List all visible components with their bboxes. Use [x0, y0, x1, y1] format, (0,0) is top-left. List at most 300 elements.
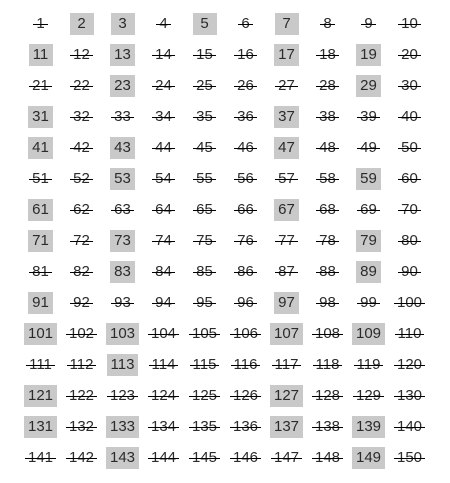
number-label: 115 [193, 354, 217, 376]
highlighted-number-cell [102, 163, 143, 194]
highlighted-number-cell [348, 411, 389, 442]
crossed-out-number-cell [143, 256, 184, 287]
number-label: 73 [110, 230, 135, 252]
crossed-out-number-cell [61, 225, 102, 256]
crossed-out-number-cell [61, 256, 102, 287]
crossed-out-number-cell [307, 70, 348, 101]
highlighted-number-cell [20, 194, 61, 225]
highlighted-number-cell [20, 380, 61, 411]
number-label: 62 [73, 199, 90, 221]
crossed-out-number-cell [143, 163, 184, 194]
number-label: 144 [151, 447, 176, 469]
number-label: 145 [192, 447, 217, 469]
crossed-out-number-cell [266, 225, 307, 256]
number-label: 55 [196, 168, 213, 190]
crossed-out-number-cell [61, 101, 102, 132]
crossed-out-number-cell [225, 39, 266, 70]
number-label: 57 [278, 168, 295, 190]
crossed-out-number-cell [225, 380, 266, 411]
crossed-out-number-cell [348, 349, 389, 380]
crossed-out-number-cell [307, 411, 348, 442]
crossed-out-number-cell [307, 101, 348, 132]
number-label: 2 [70, 13, 94, 35]
highlighted-number-cell [266, 287, 307, 318]
number-label: 10 [401, 13, 418, 35]
number-label: 41 [28, 137, 53, 159]
highlighted-number-cell [20, 411, 61, 442]
number-label: 24 [155, 75, 172, 97]
number-label: 27 [278, 75, 295, 97]
number-label: 16 [237, 44, 254, 66]
number-label: 52 [73, 168, 90, 190]
crossed-out-number-cell [348, 287, 389, 318]
number-label: 9 [364, 13, 372, 35]
highlighted-number-cell [348, 225, 389, 256]
number-label: 70 [401, 199, 418, 221]
number-label: 78 [319, 230, 336, 252]
number-label: 17 [274, 44, 299, 66]
crossed-out-number-cell [225, 225, 266, 256]
crossed-out-number-cell [143, 225, 184, 256]
crossed-out-number-cell [225, 163, 266, 194]
crossed-out-number-cell [102, 380, 143, 411]
number-label: 142 [69, 447, 94, 469]
number-label: 121 [24, 385, 57, 407]
highlighted-number-cell [266, 194, 307, 225]
crossed-out-number-cell [348, 132, 389, 163]
number-label: 80 [401, 230, 418, 252]
crossed-out-number-cell [389, 411, 430, 442]
highlighted-number-cell [102, 411, 143, 442]
highlighted-number-cell [102, 318, 143, 349]
number-label: 65 [196, 199, 213, 221]
crossed-out-number-cell [307, 287, 348, 318]
number-label: 39 [360, 106, 377, 128]
number-label: 113 [107, 354, 139, 376]
number-label: 117 [275, 354, 299, 376]
number-label: 138 [315, 416, 340, 438]
crossed-out-number-cell [225, 349, 266, 380]
highlighted-number-cell [61, 8, 102, 39]
number-label: 76 [237, 230, 254, 252]
number-label: 44 [155, 137, 172, 159]
number-label: 33 [114, 106, 131, 128]
number-label: 109 [352, 323, 385, 345]
number-label: 108 [315, 323, 340, 345]
highlighted-number-cell [20, 101, 61, 132]
number-label: 6 [241, 13, 249, 35]
crossed-out-number-cell [20, 163, 61, 194]
number-label: 97 [274, 292, 299, 314]
crossed-out-number-cell [143, 132, 184, 163]
number-label: 107 [270, 323, 303, 345]
number-label: 37 [274, 106, 299, 128]
number-label: 88 [319, 261, 336, 283]
number-label: 30 [401, 75, 418, 97]
crossed-out-number-cell [61, 318, 102, 349]
crossed-out-number-cell [20, 442, 61, 473]
grid-row [20, 411, 430, 442]
number-label: 100 [397, 292, 422, 314]
crossed-out-number-cell [61, 132, 102, 163]
number-label: 137 [270, 416, 303, 438]
number-label: 147 [274, 447, 299, 469]
highlighted-number-cell [184, 8, 225, 39]
number-label: 22 [73, 75, 90, 97]
number-label: 124 [151, 385, 176, 407]
highlighted-number-cell [266, 132, 307, 163]
crossed-out-number-cell [184, 287, 225, 318]
number-label: 50 [401, 137, 418, 159]
crossed-out-number-cell [61, 287, 102, 318]
grid-row [20, 132, 430, 163]
number-label: 136 [233, 416, 258, 438]
grid-row [20, 349, 430, 380]
number-label: 38 [319, 106, 336, 128]
grid-row [20, 256, 430, 287]
number-label: 59 [356, 168, 381, 190]
number-label: 64 [155, 199, 172, 221]
number-label: 102 [69, 323, 94, 345]
crossed-out-number-cell [389, 318, 430, 349]
grid-row [20, 39, 430, 70]
crossed-out-number-cell [348, 8, 389, 39]
number-label: 118 [316, 354, 340, 376]
number-label: 66 [237, 199, 254, 221]
crossed-out-number-cell [143, 39, 184, 70]
crossed-out-number-cell [102, 287, 143, 318]
number-label: 12 [73, 44, 90, 66]
highlighted-number-cell [348, 256, 389, 287]
number-grid [20, 8, 430, 473]
crossed-out-number-cell [143, 8, 184, 39]
crossed-out-number-cell [266, 256, 307, 287]
grid-row [20, 380, 430, 411]
crossed-out-number-cell [307, 256, 348, 287]
crossed-out-number-cell [61, 411, 102, 442]
number-label: 101 [24, 323, 57, 345]
number-label: 47 [274, 137, 299, 159]
crossed-out-number-cell [225, 411, 266, 442]
number-label: 11 [29, 44, 53, 66]
crossed-out-number-cell [184, 318, 225, 349]
number-label: 111 [29, 354, 52, 376]
crossed-out-number-cell [389, 101, 430, 132]
crossed-out-number-cell [389, 256, 430, 287]
crossed-out-number-cell [225, 8, 266, 39]
grid-row [20, 318, 430, 349]
number-label: 43 [110, 137, 135, 159]
number-label: 82 [73, 261, 90, 283]
number-label: 25 [196, 75, 213, 97]
crossed-out-number-cell [61, 39, 102, 70]
crossed-out-number-cell [20, 70, 61, 101]
number-label: 48 [319, 137, 336, 159]
number-label: 112 [70, 354, 94, 376]
number-label: 133 [106, 416, 139, 438]
number-label: 148 [315, 447, 340, 469]
highlighted-number-cell [102, 442, 143, 473]
number-label: 122 [69, 385, 94, 407]
highlighted-number-cell [266, 318, 307, 349]
highlighted-number-cell [266, 101, 307, 132]
highlighted-number-cell [102, 132, 143, 163]
crossed-out-number-cell [389, 225, 430, 256]
crossed-out-number-cell [307, 163, 348, 194]
grid-row [20, 163, 430, 194]
crossed-out-number-cell [225, 287, 266, 318]
number-label: 7 [275, 13, 299, 35]
number-label: 19 [356, 44, 381, 66]
number-label: 131 [24, 416, 57, 438]
number-label: 4 [159, 13, 167, 35]
crossed-out-number-cell [143, 194, 184, 225]
crossed-out-number-cell [184, 442, 225, 473]
number-label: 40 [401, 106, 418, 128]
crossed-out-number-cell [225, 194, 266, 225]
grid-row [20, 70, 430, 101]
crossed-out-number-cell [184, 256, 225, 287]
number-label: 31 [28, 106, 53, 128]
number-label: 120 [397, 354, 422, 376]
number-label: 32 [73, 106, 90, 128]
number-label: 143 [106, 447, 139, 469]
crossed-out-number-cell [348, 380, 389, 411]
number-label: 96 [237, 292, 254, 314]
number-label: 28 [319, 75, 336, 97]
highlighted-number-cell [20, 318, 61, 349]
highlighted-number-cell [266, 411, 307, 442]
number-label: 26 [237, 75, 254, 97]
number-label: 93 [114, 292, 131, 314]
number-label: 85 [196, 261, 213, 283]
grid-row [20, 442, 430, 473]
number-label: 29 [356, 75, 381, 97]
crossed-out-number-cell [389, 163, 430, 194]
crossed-out-number-cell [20, 349, 61, 380]
number-label: 36 [237, 106, 254, 128]
crossed-out-number-cell [225, 101, 266, 132]
crossed-out-number-cell [389, 349, 430, 380]
crossed-out-number-cell [307, 39, 348, 70]
number-label: 53 [110, 168, 135, 190]
crossed-out-number-cell [61, 194, 102, 225]
number-label: 72 [73, 230, 90, 252]
number-label: 104 [151, 323, 176, 345]
highlighted-number-cell [102, 349, 143, 380]
number-label: 18 [319, 44, 336, 66]
number-label: 87 [278, 261, 295, 283]
crossed-out-number-cell [307, 194, 348, 225]
number-label: 34 [155, 106, 172, 128]
crossed-out-number-cell [143, 101, 184, 132]
number-label: 94 [155, 292, 172, 314]
number-label: 90 [401, 261, 418, 283]
crossed-out-number-cell [184, 70, 225, 101]
grid-row [20, 225, 430, 256]
number-label: 119 [357, 354, 381, 376]
number-label: 99 [360, 292, 377, 314]
number-label: 146 [233, 447, 258, 469]
crossed-out-number-cell [266, 163, 307, 194]
number-label: 91 [28, 292, 53, 314]
number-label: 45 [196, 137, 213, 159]
crossed-out-number-cell [61, 442, 102, 473]
crossed-out-number-cell [184, 39, 225, 70]
highlighted-number-cell [20, 39, 61, 70]
highlighted-number-cell [348, 163, 389, 194]
number-label: 56 [237, 168, 254, 190]
crossed-out-number-cell [143, 70, 184, 101]
number-label: 35 [196, 106, 213, 128]
crossed-out-number-cell [61, 163, 102, 194]
highlighted-number-cell [348, 70, 389, 101]
number-label: 13 [110, 44, 135, 66]
highlighted-number-cell [20, 287, 61, 318]
crossed-out-number-cell [389, 8, 430, 39]
crossed-out-number-cell [266, 70, 307, 101]
number-label: 49 [360, 137, 377, 159]
number-label: 134 [151, 416, 176, 438]
number-label: 61 [28, 199, 53, 221]
number-label: 128 [315, 385, 340, 407]
crossed-out-number-cell [225, 318, 266, 349]
crossed-out-number-cell [389, 194, 430, 225]
number-label: 21 [32, 75, 49, 97]
number-label: 105 [192, 323, 217, 345]
crossed-out-number-cell [102, 101, 143, 132]
highlighted-number-cell [102, 70, 143, 101]
crossed-out-number-cell [307, 349, 348, 380]
grid-row [20, 194, 430, 225]
crossed-out-number-cell [266, 349, 307, 380]
crossed-out-number-cell [184, 163, 225, 194]
number-label: 77 [278, 230, 295, 252]
number-label: 1 [36, 13, 44, 35]
crossed-out-number-cell [184, 132, 225, 163]
highlighted-number-cell [266, 380, 307, 411]
crossed-out-number-cell [389, 287, 430, 318]
number-label: 89 [356, 261, 381, 283]
crossed-out-number-cell [389, 132, 430, 163]
highlighted-number-cell [20, 225, 61, 256]
number-label: 129 [356, 385, 381, 407]
number-label: 106 [233, 323, 258, 345]
crossed-out-number-cell [143, 349, 184, 380]
number-label: 92 [73, 292, 90, 314]
crossed-out-number-cell [389, 39, 430, 70]
highlighted-number-cell [102, 8, 143, 39]
crossed-out-number-cell [225, 70, 266, 101]
crossed-out-number-cell [348, 194, 389, 225]
number-label: 20 [401, 44, 418, 66]
crossed-out-number-cell [61, 349, 102, 380]
crossed-out-number-cell [143, 411, 184, 442]
crossed-out-number-cell [307, 225, 348, 256]
crossed-out-number-cell [389, 380, 430, 411]
number-label: 83 [110, 261, 135, 283]
crossed-out-number-cell [184, 194, 225, 225]
crossed-out-number-cell [184, 349, 225, 380]
number-label: 103 [106, 323, 139, 345]
number-label: 46 [237, 137, 254, 159]
number-label: 116 [234, 354, 258, 376]
number-label: 3 [111, 13, 135, 35]
crossed-out-number-cell [184, 225, 225, 256]
crossed-out-number-cell [225, 256, 266, 287]
crossed-out-number-cell [184, 411, 225, 442]
number-label: 14 [155, 44, 172, 66]
highlighted-number-cell [20, 132, 61, 163]
number-label: 123 [110, 385, 135, 407]
number-label: 8 [323, 13, 331, 35]
number-label: 135 [192, 416, 217, 438]
crossed-out-number-cell [307, 318, 348, 349]
crossed-out-number-cell [307, 442, 348, 473]
crossed-out-number-cell [307, 8, 348, 39]
grid-row [20, 101, 430, 132]
number-label: 132 [69, 416, 94, 438]
highlighted-number-cell [348, 442, 389, 473]
highlighted-number-cell [102, 39, 143, 70]
crossed-out-number-cell [102, 194, 143, 225]
number-label: 130 [397, 385, 422, 407]
crossed-out-number-cell [266, 442, 307, 473]
crossed-out-number-cell [307, 380, 348, 411]
number-label: 110 [398, 323, 422, 345]
number-label: 98 [319, 292, 336, 314]
crossed-out-number-cell [143, 380, 184, 411]
number-label: 86 [237, 261, 254, 283]
number-label: 69 [360, 199, 377, 221]
highlighted-number-cell [348, 318, 389, 349]
crossed-out-number-cell [20, 8, 61, 39]
number-label: 141 [28, 447, 53, 469]
number-label: 139 [352, 416, 385, 438]
highlighted-number-cell [266, 39, 307, 70]
number-label: 84 [155, 261, 172, 283]
crossed-out-number-cell [61, 380, 102, 411]
number-label: 150 [397, 447, 422, 469]
grid-row [20, 8, 430, 39]
crossed-out-number-cell [143, 442, 184, 473]
number-label: 68 [319, 199, 336, 221]
number-label: 5 [193, 13, 217, 35]
number-label: 75 [196, 230, 213, 252]
crossed-out-number-cell [20, 256, 61, 287]
crossed-out-number-cell [389, 442, 430, 473]
number-label: 15 [196, 44, 213, 66]
number-label: 42 [73, 137, 90, 159]
number-label: 67 [274, 199, 299, 221]
number-label: 79 [356, 230, 381, 252]
number-label: 58 [319, 168, 336, 190]
highlighted-number-cell [348, 39, 389, 70]
crossed-out-number-cell [184, 380, 225, 411]
grid-row [20, 287, 430, 318]
crossed-out-number-cell [143, 318, 184, 349]
highlighted-number-cell [102, 256, 143, 287]
number-label: 54 [155, 168, 172, 190]
number-label: 23 [110, 75, 135, 97]
number-label: 149 [352, 447, 385, 469]
number-label: 81 [32, 261, 49, 283]
number-label: 95 [196, 292, 213, 314]
number-label: 125 [192, 385, 217, 407]
crossed-out-number-cell [389, 70, 430, 101]
number-label: 71 [28, 230, 53, 252]
number-label: 63 [114, 199, 131, 221]
